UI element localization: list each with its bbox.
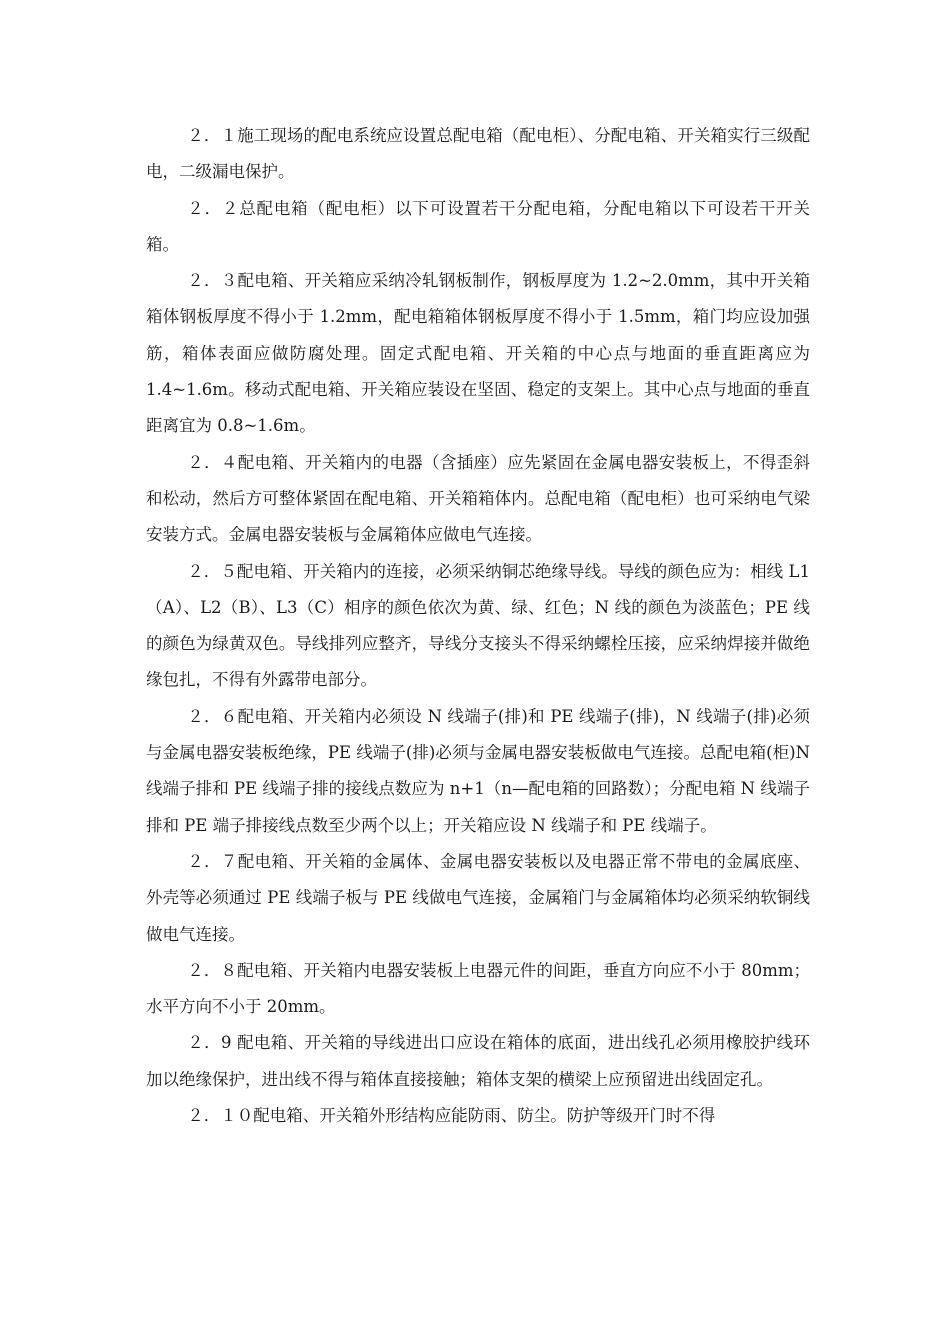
paragraph-2-4: ２．４配电箱、开关箱内的电器（含插座）应先紧固在金属电器安装板上，不得歪斜和松动，然后方可整体紧固在配电箱、开关箱箱体内。总配电箱（配电柜）也可采纳电气梁安装方式。金属电器安装板与金属箱体应做电气连接。 bbox=[146, 452, 810, 545]
paragraph-2-8: ２．８配电箱、开关箱内电器安装板上电器元件的间距，垂直方向应不小于 80mm；水平方向不小于 20mm。 bbox=[146, 960, 810, 1017]
paragraph-2-2: ２．２总配电箱（配电柜）以下可设置若干分配电箱，分配电箱以下可设若干开关箱。 bbox=[146, 198, 810, 254]
paragraph-2-7: ２．７配电箱、开关箱的金属体、金属电器安装板以及电器正常不带电的金属底座、外壳等必须通过 PE 线端子板与 PE 线做电气连接，金属箱门与金属箱体均必须采纳软铜线做电气连接。 bbox=[146, 851, 810, 944]
document-body bbox=[146, 118, 810, 1134]
paragraph-2-1: ２．１施工现场的配电系统应设置总配电箱（配电柜）、分配电箱、开关箱实行三级配电，二级漏电保护。 bbox=[146, 126, 810, 182]
paragraph-2-6: ２．６配电箱、开关箱内必须设 N 线端子(排)和 PE 线端子(排)，N 线端子(排)必须与金属电器安装板绝缘，PE 线端子(排)必须与金属电器安装板做电气连接。总配电箱(柜)N 线端子排和 PE 线端子排的接线点数应为 n+1（n—配电箱的回路数）；分配电箱 N 线端子排和 PE 端子排接线点数至少两个以上；开关箱应设 N 线端子和 PE 线端子。 bbox=[146, 706, 810, 835]
paragraph-2-5: ２．５配电箱、开关箱内的连接，必须采纳铜芯绝缘导线。导线的颜色应为：相线 L1（A）、L2（B）、L3（C）相序的颜色依次为黄、绿、红色；N 线的颜色为淡蓝色；PE 线的颜色为绿黄双色。导线排列应整齐，导线分支接头不得采纳螺栓压接，应采纳焊接并做绝缘包扎，不得有外露带电部分。 bbox=[146, 561, 810, 690]
paragraph-2-10: ２．１０配电箱、开关箱外形结构应能防雨、防尘。防护等级开门时不得 bbox=[187, 1106, 716, 1126]
paragraph-2-3: ２．３配电箱、开关箱应采纳冷轧钢板制作，钢板厚度为 1.2~2.0mm，其中开关箱箱体钢板厚度不得小于 1.2mm，配电箱箱体钢板厚度不得小于 1.5mm，箱门均应设加强筋，箱体表面应做防腐处理。固定式配电箱、开关箱的中心点与地面的垂直距离应为 1.4~1.6m。移动式配电箱、开关箱应装设在坚固、稳定的支架上。其中心点与地面的垂直距离宜为 0.8~1.6m。 bbox=[146, 271, 810, 436]
paragraph-2-9: ２．9 配电箱、开关箱的导线进出口应设在箱体的底面，进出线孔必须用橡胶护线环加以绝缘保护，进出线不得与箱体直接接触；箱体支架的横梁上应预留进出线固定孔。 bbox=[146, 1033, 810, 1089]
